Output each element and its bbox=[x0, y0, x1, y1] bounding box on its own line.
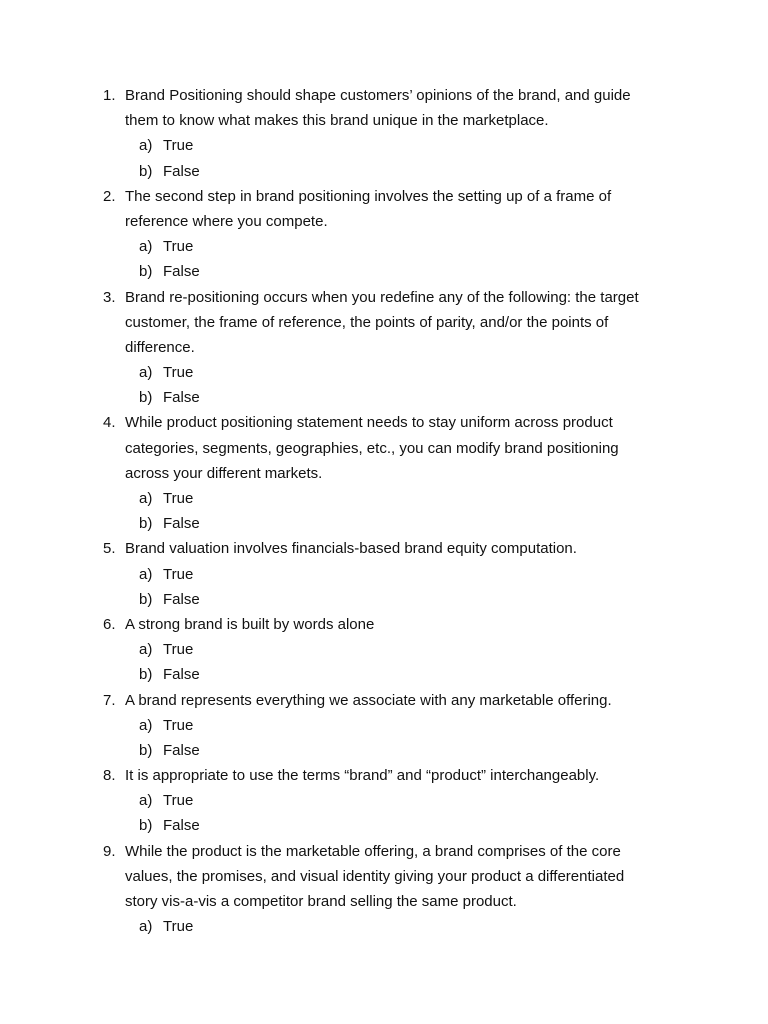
option-text: True bbox=[163, 238, 194, 256]
question-number: 1. bbox=[103, 87, 116, 104]
answer-option bbox=[0, 133, 768, 158]
option-letter: a) bbox=[139, 137, 153, 155]
option-text: True bbox=[163, 364, 194, 382]
question-line bbox=[0, 839, 768, 864]
option-text: False bbox=[163, 263, 200, 281]
answer-option bbox=[0, 159, 768, 184]
question-line bbox=[0, 889, 768, 914]
question-text: customer, the frame of reference, the points of parity, and/or the points of bbox=[125, 313, 609, 331]
question-item bbox=[0, 536, 768, 612]
option-letter: a) bbox=[139, 716, 153, 734]
question-line bbox=[0, 209, 768, 234]
question-line bbox=[0, 864, 768, 889]
answer-option bbox=[0, 562, 768, 587]
option-letter: b) bbox=[139, 162, 153, 180]
question-number: 8. bbox=[103, 767, 116, 785]
option-letter: b) bbox=[139, 389, 153, 407]
option-letter: a) bbox=[139, 792, 153, 810]
answer-option bbox=[0, 713, 768, 738]
question-line bbox=[0, 436, 768, 461]
option-letter: a) bbox=[139, 918, 153, 936]
question-text: across your different markets. bbox=[125, 464, 323, 482]
answer-option bbox=[0, 788, 768, 813]
answer-option bbox=[0, 587, 768, 612]
option-letter: a) bbox=[139, 364, 153, 382]
question-line bbox=[0, 83, 768, 108]
answer-option bbox=[0, 738, 768, 763]
question-text: difference. bbox=[125, 338, 195, 356]
question-line bbox=[0, 108, 768, 133]
question-line bbox=[0, 335, 768, 360]
question-text: It is appropriate to use the terms “brand” and “product” interchangeably. bbox=[125, 767, 600, 785]
question-item bbox=[0, 83, 768, 184]
option-text: True bbox=[163, 918, 194, 936]
question-text: The second step in brand positioning involves the setting up of a frame of bbox=[125, 187, 612, 205]
question-line bbox=[0, 410, 768, 435]
question-list bbox=[0, 83, 768, 939]
option-letter: b) bbox=[139, 666, 153, 684]
answer-option bbox=[0, 914, 768, 939]
question-text: While product positioning statement needs to stay uniform across product bbox=[125, 414, 613, 432]
question-line bbox=[0, 461, 768, 486]
question-line bbox=[0, 536, 768, 561]
question-text: A brand represents everything we associate with any marketable offering. bbox=[125, 691, 612, 709]
answer-option bbox=[0, 385, 768, 410]
question-number: 5. bbox=[103, 540, 116, 558]
question-number: 6. bbox=[103, 615, 116, 633]
question-text: Brand re-positioning occurs when you redefine any of the following: the target bbox=[125, 288, 639, 306]
option-text: True bbox=[163, 641, 194, 659]
question-text: Brand valuation involves financials-based brand equity computation. bbox=[125, 540, 577, 558]
question-text: values, the promises, and visual identity giving your product a differentiated bbox=[125, 867, 625, 885]
answer-option bbox=[0, 486, 768, 511]
question-text: them to know what makes this brand unique in the marketplace. bbox=[125, 112, 549, 130]
question-item bbox=[0, 612, 768, 688]
question-item bbox=[0, 285, 768, 411]
option-letter: b) bbox=[139, 515, 153, 533]
question-line bbox=[0, 285, 768, 310]
answer-option bbox=[0, 813, 768, 838]
answer-option bbox=[0, 637, 768, 662]
question-line bbox=[0, 688, 768, 713]
question-number: 3. bbox=[103, 288, 116, 306]
question-item bbox=[0, 763, 768, 839]
option-text: False bbox=[163, 741, 200, 759]
question-item bbox=[0, 839, 768, 940]
question-text: categories, segments, geographies, etc., you can modify brand positioning bbox=[125, 439, 619, 457]
question-item bbox=[0, 688, 768, 764]
answer-option bbox=[0, 234, 768, 259]
question-line bbox=[0, 763, 768, 788]
option-text: False bbox=[163, 666, 200, 684]
option-letter: a) bbox=[139, 565, 153, 583]
question-number: 2. bbox=[103, 187, 116, 205]
option-text: True bbox=[163, 716, 194, 734]
question-text: While the product is the marketable offering, a brand comprises of the core bbox=[125, 842, 621, 860]
answer-option bbox=[0, 511, 768, 536]
answer-option bbox=[0, 259, 768, 284]
question-text: Brand Positioning should shape customers’ opinions of the brand, and guide bbox=[125, 87, 631, 104]
question-item bbox=[0, 410, 768, 536]
option-text: False bbox=[163, 162, 200, 180]
option-text: False bbox=[163, 817, 200, 835]
option-text: True bbox=[163, 490, 194, 507]
question-number: 9. bbox=[103, 842, 116, 860]
question-item bbox=[0, 184, 768, 285]
question-line bbox=[0, 612, 768, 637]
question-line bbox=[0, 310, 768, 335]
option-letter: a) bbox=[139, 238, 153, 256]
answer-option bbox=[0, 662, 768, 687]
option-text: False bbox=[163, 515, 200, 533]
option-letter: b) bbox=[139, 590, 153, 608]
question-text: A strong brand is built by words alone bbox=[125, 615, 375, 633]
question-number: 7. bbox=[103, 691, 116, 709]
option-text: True bbox=[163, 565, 194, 583]
answer-option bbox=[0, 360, 768, 385]
option-letter: b) bbox=[139, 741, 153, 759]
option-letter: b) bbox=[139, 263, 153, 281]
question-text: story vis-a-vis a competitor brand selling the same product. bbox=[125, 893, 517, 910]
option-text: False bbox=[163, 590, 200, 608]
option-letter: a) bbox=[139, 641, 153, 659]
option-text: False bbox=[163, 389, 200, 407]
question-text: reference where you compete. bbox=[125, 212, 328, 230]
question-line bbox=[0, 184, 768, 209]
option-text: True bbox=[163, 792, 194, 810]
question-number: 4. bbox=[103, 414, 116, 432]
option-letter: b) bbox=[139, 817, 153, 835]
option-letter: a) bbox=[139, 490, 153, 507]
option-text: True bbox=[163, 137, 194, 155]
